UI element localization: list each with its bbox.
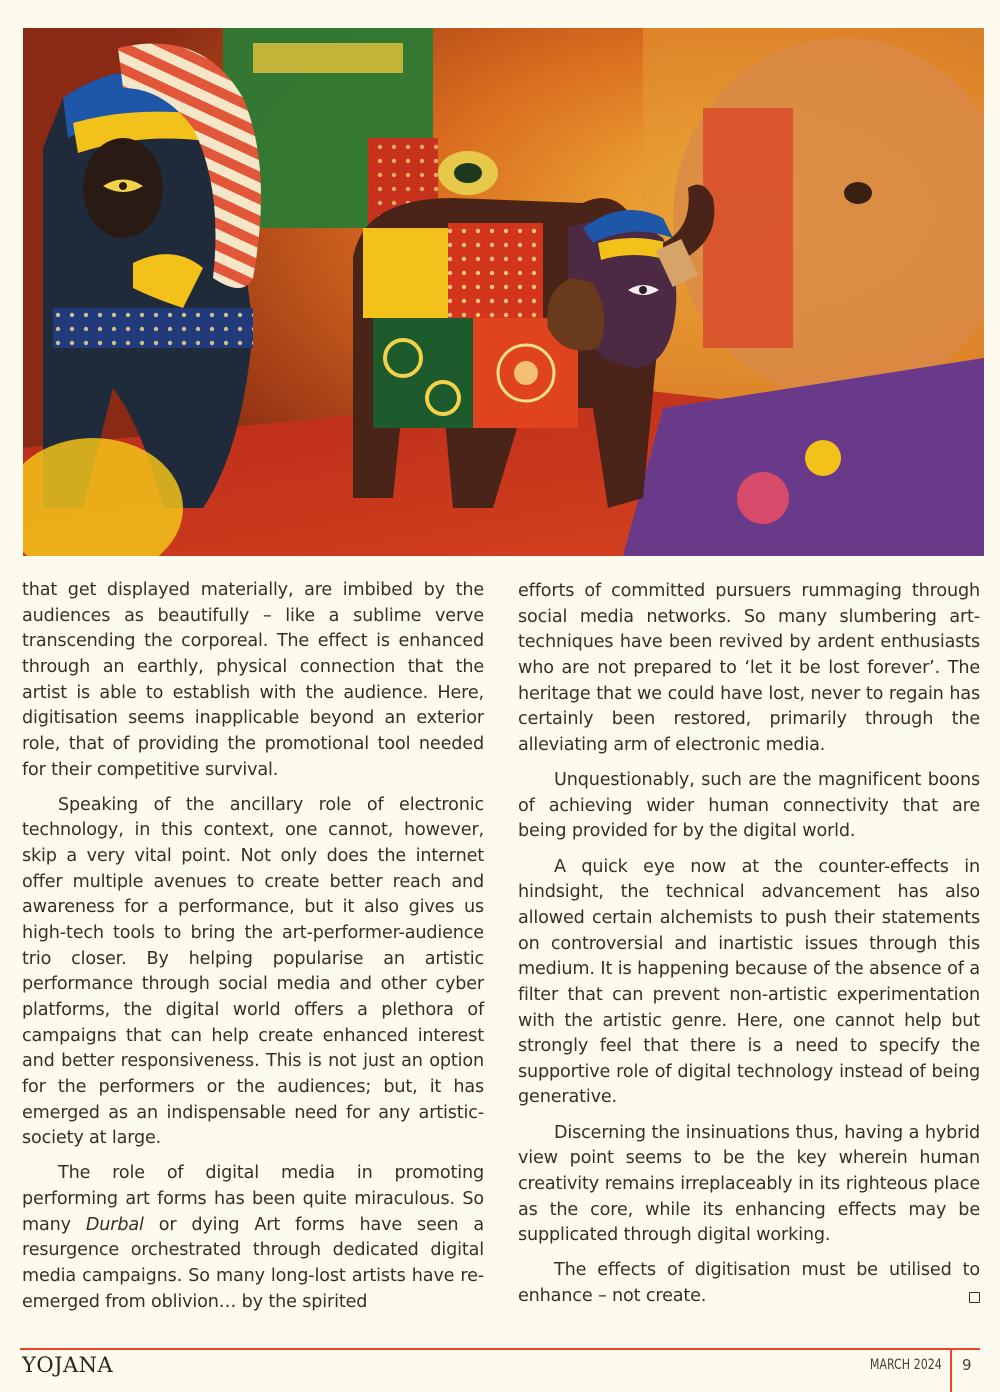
page-number: 9 [962, 1356, 972, 1374]
paragraph: A quick eye now at the counter-effects in hindsight, the technical advancement has also allowed certain alchemists to push their statements on controversial and inartistic issues through this medium. It is happening because of the absence of a filter that can prevent non-artistic experimentation with the artistic genre. Here, one cannot help but strongly feel that there is a need to specify the supportive role of digital technology instead of being generative. [518, 856, 980, 1108]
elephant-figurines-illustration [23, 28, 984, 556]
article-column-left [22, 578, 484, 1315]
paragraph: Speaking of the ancillary role of electronic technology, in this context, one cannot, however, skip a very vital point. Not only does the internet offer multiple avenues to create better reach and awareness for a performance, but it also gives us high-tech tools to bring the art-performer-audience trio closer. By helping popularise an artistic performance through social media and other cyber platforms, the digital world offers a plethora of campaigns that can help create enhanced interest and better responsiveness. This is not just an option for the performers or the audiences; but, it has emerged as an indispensable need for any artistic-society at large. [22, 794, 484, 1149]
paragraph-text: or dying Art forms have seen a resurgence orchestrated through dedicated digital media campaigns. So many long-lost artists have re-emerged from oblivion… by the spirited [22, 1214, 484, 1312]
footer-divider [950, 1349, 952, 1392]
end-of-article-square-icon [969, 1292, 980, 1303]
paragraph-text: The role of digital media in promoting performing art forms has been quite miraculous. So many [22, 1163, 484, 1235]
paragraph: Unquestionably, such are the magnificent boons of achieving wider human connectivity that are being provided for by the digital world. [518, 770, 980, 842]
paragraph-text: The effects of digitisation must be utilised to enhance – not create. [518, 1260, 980, 1307]
footer-rule [20, 1348, 980, 1350]
article-column-right [518, 579, 980, 1310]
paragraph: Discerning the insinuations thus, having a hybrid view point seems to be the key wherein human creativity remains irreplaceably in its righteous place as the core, while its enhancing effects may be supplicated through digital working. [518, 1122, 980, 1246]
italic-term: Durbal [85, 1214, 144, 1235]
paragraph: that get displayed materially, are imbibed by the audiences as beautifully – like a sublime verve transcending the corporeal. The effect is enhanced through an earthly, physical connection that the artist is able to establish with the audience. Here, digitisation seems inapplicable beyond an exterior role, that of providing the promotional tool needed for their competitive survival. [22, 580, 484, 780]
magazine-name: YOJANA [22, 1353, 114, 1377]
closing-paragraph [518, 1258, 980, 1309]
paragraph: efforts of committed pursuers rummaging through social media networks. So many slumbering art-techniques have been revived by ardent enthusiasts who are not prepared to ‘let it be lost forever’. The heritage that we could have lost, never to regain has certainly been restored, primarily through the alleviating arm of electronic media. [518, 581, 980, 755]
issue-date: MARCH 2024 [869, 1357, 942, 1373]
paragraph [22, 1161, 484, 1315]
article-photo [23, 28, 984, 556]
